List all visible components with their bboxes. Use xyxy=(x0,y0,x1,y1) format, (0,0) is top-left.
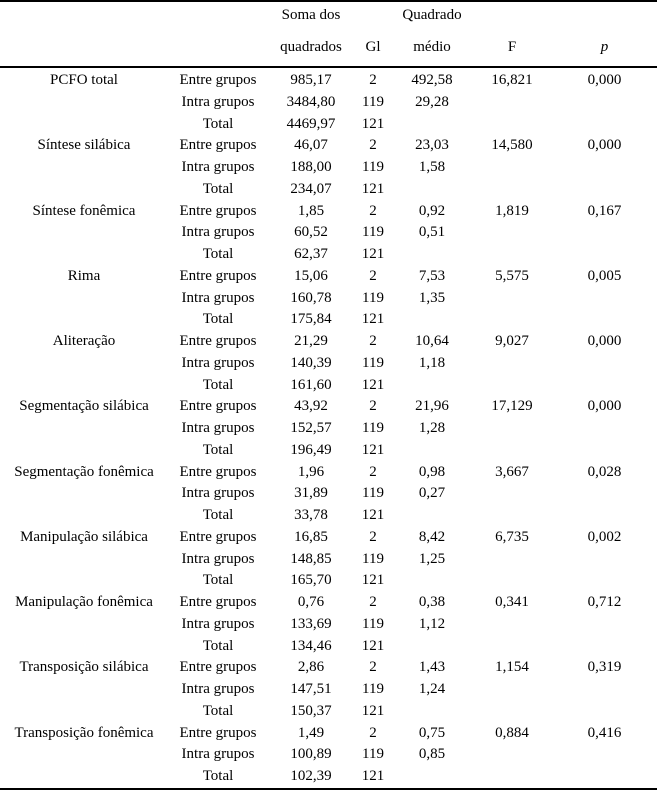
table-row xyxy=(0,614,657,636)
sum-squares-cell: 165,70 xyxy=(290,572,332,589)
df-cell: 121 xyxy=(361,441,385,458)
sum-squares-cell: 2,86 xyxy=(297,659,325,676)
p-value-cell: 0,712 xyxy=(587,594,622,610)
table-row xyxy=(0,157,657,179)
variable-name: Manipulação silábica xyxy=(20,528,148,545)
table-body xyxy=(0,67,657,789)
variable-name xyxy=(0,288,168,310)
source-cell: Intra grupos xyxy=(181,289,255,306)
df-cell: 2 xyxy=(369,594,377,610)
f-value-cell xyxy=(472,505,552,527)
p-value-cell xyxy=(552,418,657,440)
table-row xyxy=(0,288,657,310)
df-cell: 2 xyxy=(369,202,377,219)
df-cell: 119 xyxy=(362,224,384,241)
source-cell: Entre grupos xyxy=(179,267,257,284)
header-empty-var xyxy=(0,1,168,28)
sum-squares-cell: 4469,97 xyxy=(286,115,336,132)
mean-square-cell: 0,27 xyxy=(418,485,446,502)
variable-name xyxy=(0,549,168,571)
variable-name: Segmentação silábica xyxy=(19,398,149,415)
mean-square-cell: 7,53 xyxy=(418,267,446,284)
df-cell: 119 xyxy=(362,550,384,567)
source-cell: Entre grupos xyxy=(179,398,257,415)
mean-square-cell: 8,42 xyxy=(418,528,446,545)
df-cell: 121 xyxy=(361,572,385,589)
table-row xyxy=(0,505,657,527)
variable-name xyxy=(0,157,168,179)
variable-name xyxy=(0,505,168,527)
f-value-cell xyxy=(472,157,552,179)
p-value-cell xyxy=(552,179,657,201)
f-value-cell xyxy=(472,288,552,310)
mean-square-cell: 1,18 xyxy=(418,354,446,371)
f-value-cell: 14,580 xyxy=(491,137,533,154)
f-value-cell: 9,027 xyxy=(495,333,529,349)
mean-square-cell: 0,98 xyxy=(418,463,446,480)
f-value-cell xyxy=(472,353,552,375)
source-cell: Total xyxy=(202,180,234,197)
mean-square-cell xyxy=(392,179,472,201)
table-row xyxy=(0,309,657,331)
f-value-cell: 5,575 xyxy=(495,267,529,284)
mean-square-cell xyxy=(392,570,472,592)
f-value-cell xyxy=(472,418,552,440)
df-cell: 119 xyxy=(362,681,384,697)
mean-square-cell: 1,43 xyxy=(418,659,446,676)
f-value-cell xyxy=(472,483,552,505)
variable-name xyxy=(0,375,168,397)
header-ss-line2: quadrados xyxy=(268,28,354,67)
sum-squares-cell: 0,76 xyxy=(297,594,325,610)
df-cell: 121 xyxy=(361,311,385,328)
p-value-cell: 0,005 xyxy=(587,267,622,284)
source-cell: Total xyxy=(202,441,234,458)
mean-square-cell: 21,96 xyxy=(415,398,449,415)
table-row xyxy=(0,201,657,223)
variable-name xyxy=(0,636,168,658)
p-value-cell xyxy=(552,114,657,136)
source-cell: Entre grupos xyxy=(179,724,257,741)
f-value-cell xyxy=(472,744,552,766)
f-value-cell xyxy=(472,570,552,592)
variable-name xyxy=(0,418,168,440)
table-row xyxy=(0,527,657,549)
f-value-cell xyxy=(472,114,552,136)
df-cell: 121 xyxy=(361,115,385,132)
table-row xyxy=(0,570,657,592)
f-value-cell xyxy=(472,636,552,658)
mean-square-cell: 29,28 xyxy=(415,93,449,110)
f-value-cell: 1,819 xyxy=(495,202,529,219)
table-row xyxy=(0,549,657,571)
df-cell: 2 xyxy=(369,398,377,415)
source-cell: Entre grupos xyxy=(179,659,257,676)
header-empty-gl xyxy=(354,1,392,28)
df-cell: 119 xyxy=(362,93,384,110)
df-cell: 2 xyxy=(369,137,377,154)
sum-squares-cell: 148,85 xyxy=(290,550,332,567)
sum-squares-cell: 1,96 xyxy=(297,463,325,480)
p-value-cell xyxy=(552,353,657,375)
table-row xyxy=(0,418,657,440)
variable-name: Transposição silábica xyxy=(19,659,149,676)
source-cell: Intra grupos xyxy=(181,485,255,502)
sum-squares-cell: 160,78 xyxy=(290,289,332,306)
f-value-cell xyxy=(472,701,552,723)
sum-squares-cell: 985,17 xyxy=(290,72,332,88)
df-cell: 121 xyxy=(361,702,385,719)
df-cell: 119 xyxy=(362,159,384,175)
df-cell: 2 xyxy=(369,659,377,676)
header-ss-line1: Soma dos xyxy=(281,7,341,23)
mean-square-cell: 1,12 xyxy=(418,615,446,632)
f-value-cell xyxy=(472,309,552,331)
table-row xyxy=(0,462,657,484)
variable-name xyxy=(0,440,168,462)
table-row xyxy=(0,636,657,658)
sum-squares-cell: 134,46 xyxy=(290,637,332,654)
variable-name xyxy=(0,114,168,136)
p-value-cell xyxy=(552,222,657,244)
sum-squares-cell: 62,37 xyxy=(294,246,328,262)
p-value-cell xyxy=(552,244,657,266)
table-row xyxy=(0,766,657,789)
source-cell: Total xyxy=(202,311,234,328)
source-cell: Total xyxy=(202,376,234,393)
mean-square-cell: 0,75 xyxy=(418,724,446,741)
table-row xyxy=(0,331,657,353)
df-cell: 2 xyxy=(369,463,377,480)
f-value-cell xyxy=(472,92,552,114)
mean-square-cell xyxy=(392,505,472,527)
variable-name: Segmentação fonêmica xyxy=(14,463,154,480)
f-value-cell: 16,821 xyxy=(491,72,533,88)
df-cell: 119 xyxy=(362,289,384,306)
source-cell: Total xyxy=(202,507,234,523)
mean-square-cell xyxy=(392,375,472,397)
p-value-cell: 0,002 xyxy=(587,528,622,545)
source-cell: Intra grupos xyxy=(181,681,255,697)
f-value-cell: 0,884 xyxy=(495,724,529,741)
source-cell: Intra grupos xyxy=(181,159,255,175)
mean-square-cell: 1,35 xyxy=(418,289,446,306)
p-value-cell xyxy=(552,505,657,527)
source-cell: Entre grupos xyxy=(179,528,257,545)
p-value-cell: 0,167 xyxy=(587,202,622,219)
f-value-cell: 3,667 xyxy=(495,463,529,480)
table-row xyxy=(0,483,657,505)
sum-squares-cell: 175,84 xyxy=(290,311,332,328)
p-value-cell: 0,000 xyxy=(587,333,622,349)
table-row xyxy=(0,353,657,375)
source-cell: Total xyxy=(202,702,234,719)
variable-name xyxy=(0,744,168,766)
variable-name xyxy=(0,92,168,114)
source-cell: Total xyxy=(168,766,268,789)
table-row xyxy=(0,744,657,766)
table-row xyxy=(0,723,657,745)
mean-square-cell xyxy=(392,309,472,331)
source-cell: Total xyxy=(202,572,234,589)
sum-squares-cell: 133,69 xyxy=(290,615,332,632)
table-row xyxy=(0,135,657,157)
source-cell: Intra grupos xyxy=(181,224,255,241)
p-value-cell xyxy=(552,744,657,766)
header-empty-source-2 xyxy=(168,28,268,67)
mean-square-cell: 492,58 xyxy=(411,72,453,88)
df-cell: 2 xyxy=(369,267,377,284)
source-cell: Entre grupos xyxy=(179,594,257,610)
header-gl: Gl xyxy=(354,28,392,67)
header-f: F xyxy=(472,28,552,67)
variable-name xyxy=(0,244,168,266)
mean-square-cell xyxy=(392,440,472,462)
df-cell: 119 xyxy=(362,615,384,632)
sum-squares-cell: 147,51 xyxy=(290,681,332,697)
df-cell: 121 xyxy=(354,766,392,789)
mean-square-cell xyxy=(392,244,472,266)
p-value-cell xyxy=(552,614,657,636)
sum-squares-cell: 1,85 xyxy=(297,202,325,219)
f-value-cell xyxy=(472,222,552,244)
sum-squares-cell: 161,60 xyxy=(290,376,332,393)
table-row xyxy=(0,244,657,266)
header-qm-line2: médio xyxy=(392,28,472,67)
header-row-1 xyxy=(0,1,657,28)
header-empty-var-2 xyxy=(0,28,168,67)
header-empty-p xyxy=(552,1,657,28)
variable-name: Aliteração xyxy=(52,333,116,349)
source-cell: Intra grupos xyxy=(181,615,255,632)
variable-name xyxy=(0,309,168,331)
mean-square-cell: 0,51 xyxy=(418,224,446,241)
sum-squares-cell: 152,57 xyxy=(290,420,332,436)
mean-square-cell xyxy=(392,636,472,658)
table-row xyxy=(0,375,657,397)
df-cell: 2 xyxy=(369,724,377,741)
table-row xyxy=(0,701,657,723)
p-value-cell xyxy=(552,375,657,397)
table-row xyxy=(0,440,657,462)
p-value-cell xyxy=(552,570,657,592)
variable-name: Transposição fonêmica xyxy=(14,724,154,741)
sum-squares-cell: 150,37 xyxy=(290,702,332,719)
df-cell: 2 xyxy=(369,333,377,349)
sum-squares-cell: 3484,80 xyxy=(286,93,336,110)
sum-squares-cell: 234,07 xyxy=(290,180,332,197)
table-row xyxy=(0,92,657,114)
variable-name xyxy=(0,679,168,701)
p-value-cell xyxy=(552,92,657,114)
header-p: p xyxy=(552,28,657,67)
f-value-cell: 0,341 xyxy=(495,594,529,610)
p-value-cell xyxy=(552,483,657,505)
df-cell: 2 xyxy=(369,528,377,545)
mean-square-cell: 1,58 xyxy=(418,159,446,175)
variable-name: Rima xyxy=(67,267,101,284)
sum-squares-cell: 43,92 xyxy=(294,398,328,415)
sum-squares-cell: 100,89 xyxy=(290,746,332,763)
mean-square-cell: 23,03 xyxy=(415,137,449,154)
table-row xyxy=(0,592,657,614)
sum-squares-cell: 102,39 xyxy=(268,766,354,789)
p-value-cell xyxy=(552,157,657,179)
source-cell: Entre grupos xyxy=(179,333,257,349)
df-cell: 121 xyxy=(361,637,385,654)
variable-name xyxy=(0,701,168,723)
p-value-cell xyxy=(552,288,657,310)
df-cell: 119 xyxy=(362,485,384,502)
f-value-cell xyxy=(472,375,552,397)
mean-square-cell: 0,85 xyxy=(418,746,446,763)
p-value-cell xyxy=(552,440,657,462)
variable-name xyxy=(0,483,168,505)
variable-name: Síntese fonêmica xyxy=(32,202,136,219)
variable-name: Manipulação fonêmica xyxy=(15,594,153,610)
source-cell: Intra grupos xyxy=(181,420,255,436)
source-cell: Entre grupos xyxy=(179,463,257,480)
df-cell: 121 xyxy=(361,246,385,262)
table-row xyxy=(0,179,657,201)
mean-square-cell xyxy=(392,114,472,136)
p-value-cell: 0,000 xyxy=(587,398,622,415)
f-value-cell: 6,735 xyxy=(495,528,529,545)
df-cell: 119 xyxy=(362,746,384,763)
f-value-cell xyxy=(472,440,552,462)
table-row xyxy=(0,114,657,136)
table-row xyxy=(0,657,657,679)
table-row xyxy=(0,67,657,92)
p-value-cell: 0,416 xyxy=(587,724,622,741)
mean-square-cell xyxy=(392,701,472,723)
table-row xyxy=(0,222,657,244)
p-value-cell xyxy=(552,679,657,701)
mean-square-cell: 10,64 xyxy=(415,333,449,349)
df-cell: 2 xyxy=(369,72,377,88)
f-value-cell: 17,129 xyxy=(491,398,533,415)
variable-name xyxy=(0,222,168,244)
source-cell: Intra grupos xyxy=(181,354,255,371)
variable-name: PCFO total xyxy=(50,72,118,88)
p-value-cell: 0,000 xyxy=(587,72,622,88)
f-value-cell xyxy=(472,179,552,201)
sum-squares-cell: 196,49 xyxy=(290,441,332,458)
sum-squares-cell: 31,89 xyxy=(294,485,328,502)
variable-name xyxy=(0,766,168,789)
source-cell: Total xyxy=(202,246,234,262)
p-value-cell xyxy=(552,766,657,789)
variable-name xyxy=(0,570,168,592)
sum-squares-cell: 188,00 xyxy=(290,159,332,175)
mean-square-cell: 1,28 xyxy=(418,420,446,436)
source-cell: Entre grupos xyxy=(179,72,257,88)
table-row xyxy=(0,396,657,418)
mean-square-cell xyxy=(392,766,472,789)
p-value-cell: 0,319 xyxy=(587,659,622,676)
variable-name xyxy=(0,179,168,201)
source-cell: Intra grupos xyxy=(181,550,255,567)
df-cell: 121 xyxy=(361,180,385,197)
sum-squares-cell: 140,39 xyxy=(290,354,332,371)
f-value-cell: 1,154 xyxy=(495,659,529,676)
source-cell: Total xyxy=(202,637,234,654)
variable-name: Síntese silábica xyxy=(37,137,131,154)
mean-square-cell: 1,24 xyxy=(418,681,446,697)
p-value-cell xyxy=(552,309,657,331)
header-row-2 xyxy=(0,28,657,67)
sum-squares-cell: 16,85 xyxy=(294,528,328,545)
sum-squares-cell: 60,52 xyxy=(294,224,328,241)
f-value-cell xyxy=(472,549,552,571)
p-value-cell: 0,000 xyxy=(587,137,622,154)
p-value-cell xyxy=(552,636,657,658)
sum-squares-cell: 33,78 xyxy=(294,507,328,523)
header-empty-f xyxy=(472,1,552,28)
p-value-cell xyxy=(552,701,657,723)
source-cell: Entre grupos xyxy=(179,137,257,154)
variable-name xyxy=(0,614,168,636)
f-value-cell xyxy=(472,244,552,266)
sum-squares-cell: 1,49 xyxy=(297,724,325,741)
f-value-cell xyxy=(472,679,552,701)
sum-squares-cell: 15,06 xyxy=(294,267,328,284)
df-cell: 119 xyxy=(362,420,384,436)
f-value-cell xyxy=(472,766,552,789)
df-cell: 121 xyxy=(361,376,385,393)
df-cell: 121 xyxy=(361,507,385,523)
mean-square-cell: 0,92 xyxy=(418,202,446,219)
header-qm-line1: Quadrado xyxy=(402,7,462,23)
source-cell: Intra grupos xyxy=(181,93,255,110)
f-value-cell xyxy=(472,614,552,636)
source-cell: Intra grupos xyxy=(181,746,255,763)
table-row xyxy=(0,679,657,701)
p-value-cell: 0,028 xyxy=(587,463,622,480)
df-cell: 119 xyxy=(362,354,384,371)
sum-squares-cell: 21,29 xyxy=(294,333,328,349)
header-empty-source xyxy=(168,1,268,28)
table-row xyxy=(0,266,657,288)
p-value-cell xyxy=(552,549,657,571)
table-header xyxy=(0,1,657,67)
source-cell: Entre grupos xyxy=(179,202,257,219)
mean-square-cell: 0,38 xyxy=(418,594,446,610)
source-cell: Total xyxy=(202,115,234,132)
sum-squares-cell: 46,07 xyxy=(294,137,328,154)
mean-square-cell: 1,25 xyxy=(418,550,446,567)
variable-name xyxy=(0,353,168,375)
